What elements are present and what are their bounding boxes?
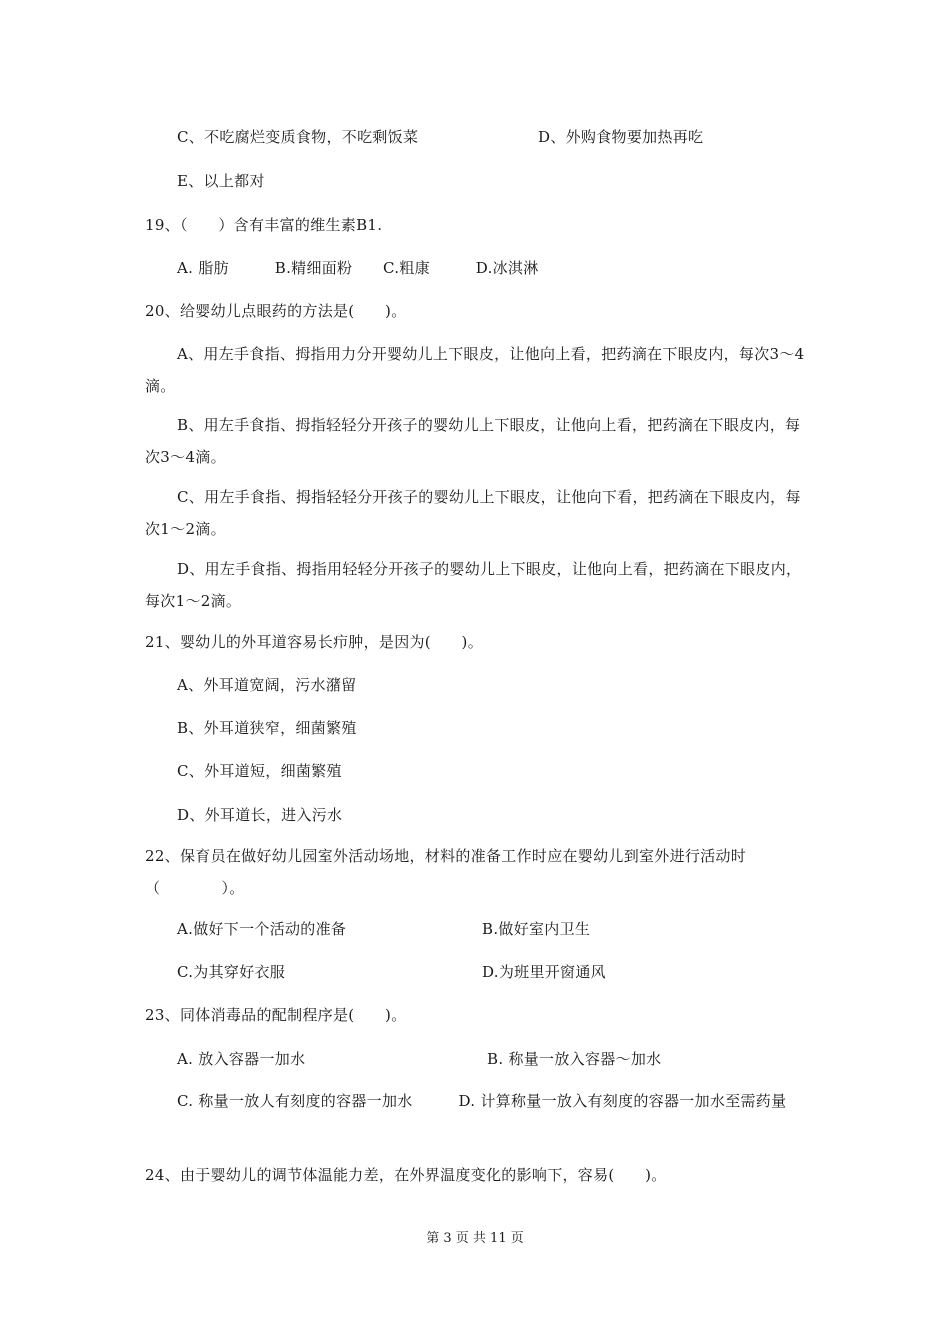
question-20-option-b: B、用左手食指、拇指轻轻分开孩子的婴幼儿上下眼皮，让他向上看，把药滴在下眼皮内，每次3～4滴。 <box>145 416 801 466</box>
option-text: C、不吃腐烂变质食物，不吃剩饭菜 <box>177 128 419 146</box>
option-text: D、外购食物要加热再吃 <box>538 128 704 146</box>
option-text: E、以上都对 <box>177 172 265 190</box>
question-21-option-c: C、外耳道短，细菌繁殖 <box>177 762 342 780</box>
question-21-option-a: A、外耳道宽阔，污水潴留 <box>177 676 357 694</box>
question-20-option-d: D、用左手食指、拇指用轻轻分开孩子的婴幼儿上下眼皮，让他向上看，把药滴在下眼皮内，每次1～2滴。 <box>145 560 802 610</box>
question-21-option-b: B、外耳道狭窄，细菌繁殖 <box>177 719 357 737</box>
question-23-options-cd: C. 称量一放人有刻度的容器一加水 D. 计算称量一放入有刻度的容器一加水至需药量 <box>177 1092 787 1110</box>
question-23-option-b: B. 称量一放入容器～加水 <box>487 1050 662 1068</box>
question-20-option-a: A、用左手食指、拇指用力分开婴幼儿上下眼皮，让他向上看，把药滴在下眼皮内，每次3～4滴。 <box>145 345 805 395</box>
question-19-options: A. 脂肪 B.精细面粉 C.粗康 D.冰淇淋 <box>177 259 539 277</box>
question-23-option-a: A. 放入容器一加水 <box>177 1050 306 1068</box>
question-21-option-d: D、外耳道长，进入污水 <box>177 806 343 824</box>
question-21: 21、婴幼儿的外耳道容易长疖肿，是因为( )。 <box>145 633 483 651</box>
question-22-option-b: B.做好室内卫生 <box>482 920 591 938</box>
question-23: 23、同体消毒品的配制程序是( )。 <box>145 1006 407 1024</box>
question-19: 19、（ ）含有丰富的维生素B1. <box>145 216 383 234</box>
question-20-option-c: C、用左手食指、拇指轻轻分开孩子的婴幼儿上下眼皮，让他向下看，把药滴在下眼皮内，每次1～2滴。 <box>145 488 801 538</box>
page-footer: 第 3 页 共 11 页 <box>426 1231 524 1246</box>
question-20: 20、给婴幼儿点眼药的方法是( )。 <box>145 302 407 320</box>
question-24: 24、由于婴幼儿的调节体温能力差，在外界温度变化的影响下，容易( )。 <box>145 1166 667 1184</box>
question-22-option-d: D.为班里开窗通风 <box>482 963 606 981</box>
question-22: 22、保育员在做好幼儿园室外活动场地，材料的准备工作时应在婴幼儿到室外进行活动时（ ）。 <box>145 847 747 897</box>
question-22-option-c: C.为其穿好衣服 <box>177 963 286 981</box>
question-22-option-a: A.做好下一个活动的准备 <box>177 920 347 938</box>
